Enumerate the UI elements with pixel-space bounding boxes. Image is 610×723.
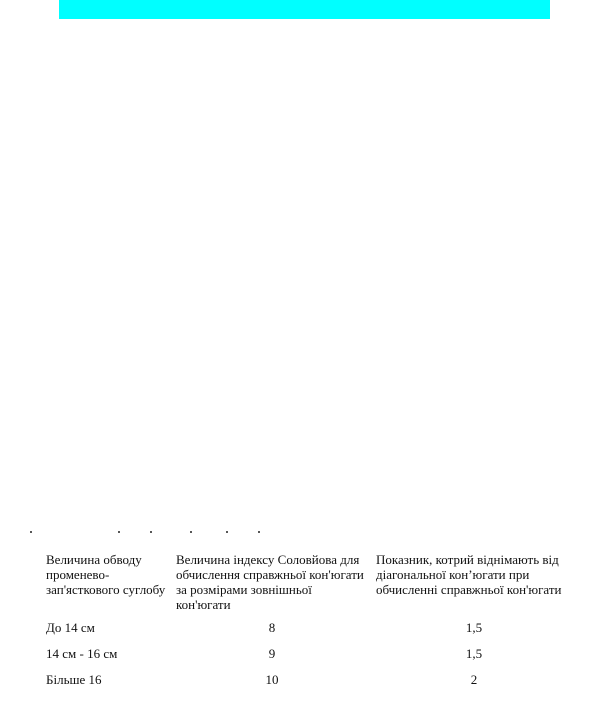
solovyov-index-table — [42, 552, 576, 692]
table-row — [42, 666, 576, 692]
subtracted-value-cell: 1,5 — [465, 645, 483, 661]
scan-artifact-dots — [30, 531, 270, 535]
wrist-circumference-cell: Більше 16 — [46, 671, 102, 687]
header-wrist-circumference: Величина обводу променево-зап'ясткового суглобу — [46, 552, 166, 597]
table-row — [42, 614, 576, 640]
wrist-circumference-cell: До 14 см — [46, 619, 95, 635]
header-solovyov-index: Величина індексу Соловйова для обчислення справжньої кон'югати за розмірами зовнішньої кон'югати — [176, 552, 364, 612]
subtracted-value-cell: 2 — [470, 671, 478, 687]
wrist-circumference-cell: 14 см - 16 см — [46, 645, 118, 661]
table-row — [42, 640, 576, 666]
table-header-row — [42, 552, 576, 614]
cyan-header-bar — [59, 0, 550, 19]
solovyov-index-cell: 9 — [268, 645, 276, 661]
header-subtracted-value: Показник, котрий віднімають від діагональної кон’югати при обчисленні справжньої кон'югати — [376, 552, 562, 597]
solovyov-index-cell: 10 — [265, 671, 279, 687]
subtracted-value-cell: 1,5 — [465, 619, 483, 635]
solovyov-index-cell: 8 — [268, 619, 276, 635]
